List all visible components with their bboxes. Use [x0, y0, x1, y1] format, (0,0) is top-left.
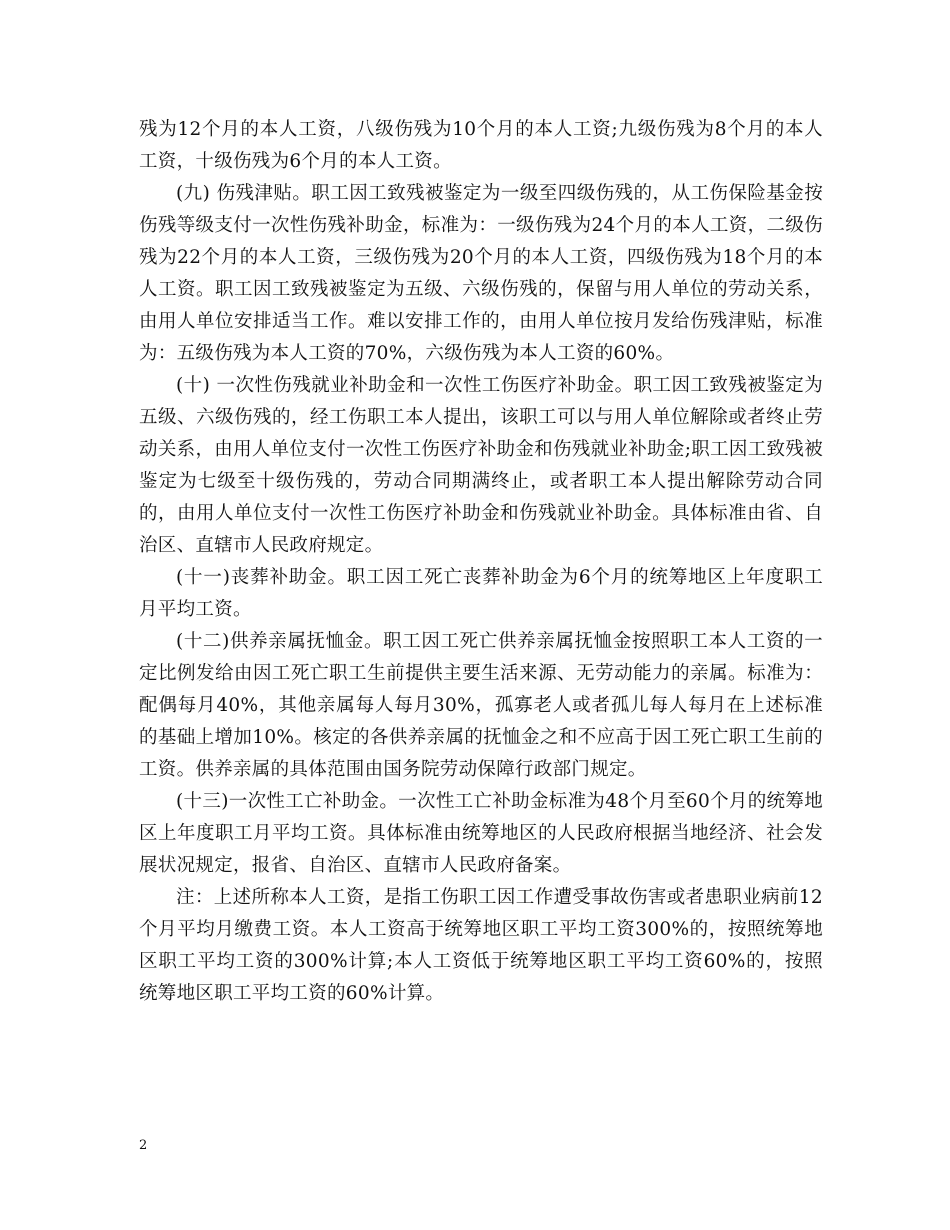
paragraph-disability-allowance: (九) 伤残津贴。职工因工致残被鉴定为一级至四级伤残的，从工伤保险基金按伤残等级支付一次性伤残补助金，标准为：一级伤残为24个月的本人工资，二级伤残为22个月的本人工资，三级伤残为20个月的本人工资，四级伤残为18个月的本人工资。职工因工致残被鉴定为五级、六级伤残的，保留与用人单位的劳动关系，由用人单位安排适当工作。难以安排工作的，由用人单位按月发给伤残津贴，标准为：五级伤残为本人工资的70%，六级伤残为本人工资的60%。 [139, 183, 823, 364]
paragraph-continuation: 残为12个月的本人工资，八级伤残为10个月的本人工资;九级伤残为8个月的本人工资，十级伤残为6个月的本人工资。 [139, 119, 823, 172]
paragraph-funeral-subsidy: (十一)丧葬补助金。职工因工死亡丧葬补助金为6个月的统筹地区上年度职工月平均工资。 [139, 567, 823, 620]
paragraph-death-subsidy: (十三)一次性工亡补助金。一次性工亡补助金标准为48个月至60个月的统筹地区上年度职工月平均工资。具体标准由统筹地区的人民政府根据当地经济、社会发展状况规定，报省、自治区、直辖市人民政府备案。 [139, 791, 823, 876]
paragraph-one-time-subsidy: (十) 一次性伤残就业补助金和一次性工伤医疗补助金。职工因工致残被鉴定为五级、六级伤残的，经工伤职工本人提出，该职工可以与用人单位解除或者终止劳动关系，由用人单位支付一次性工伤医疗补助金和伤残就业补助金;职工因工致残被鉴定为七级至十级伤残的，劳动合同期满终止，或者职工本人提出解除劳动合同的，由用人单位支付一次性工伤医疗补助金和伤残就业补助金。具体标准由省、自治区、直辖市人民政府规定。 [139, 375, 823, 556]
paragraph-dependent-pension: (十二)供养亲属抚恤金。职工因工死亡供养亲属抚恤金按照职工本人工资的一定比例发给由因工死亡职工生前提供主要生活来源、无劳动能力的亲属。标准为：配偶每月40%，其他亲属每人每月30%，孤寡老人或者孤儿每人每月在上述标准的基础上增加10%。核定的各供养亲属的抚恤金之和不应高于因工死亡职工生前的工资。供养亲属的具体范围由国务院劳动保障行政部门规定。 [139, 631, 823, 780]
page-number: 2 [139, 1138, 148, 1153]
document-body [139, 114, 823, 1010]
paragraph-note: 注：上述所称本人工资，是指工伤职工因工作遭受事故伤害或者患职业病前12个月平均月缴费工资。本人工资高于统筹地区职工平均工资300%的，按照统筹地区职工平均工资的300%计算;本人工资低于统筹地区职工平均工资60%的，按照统筹地区职工平均工资的60%计算。 [139, 887, 823, 1004]
